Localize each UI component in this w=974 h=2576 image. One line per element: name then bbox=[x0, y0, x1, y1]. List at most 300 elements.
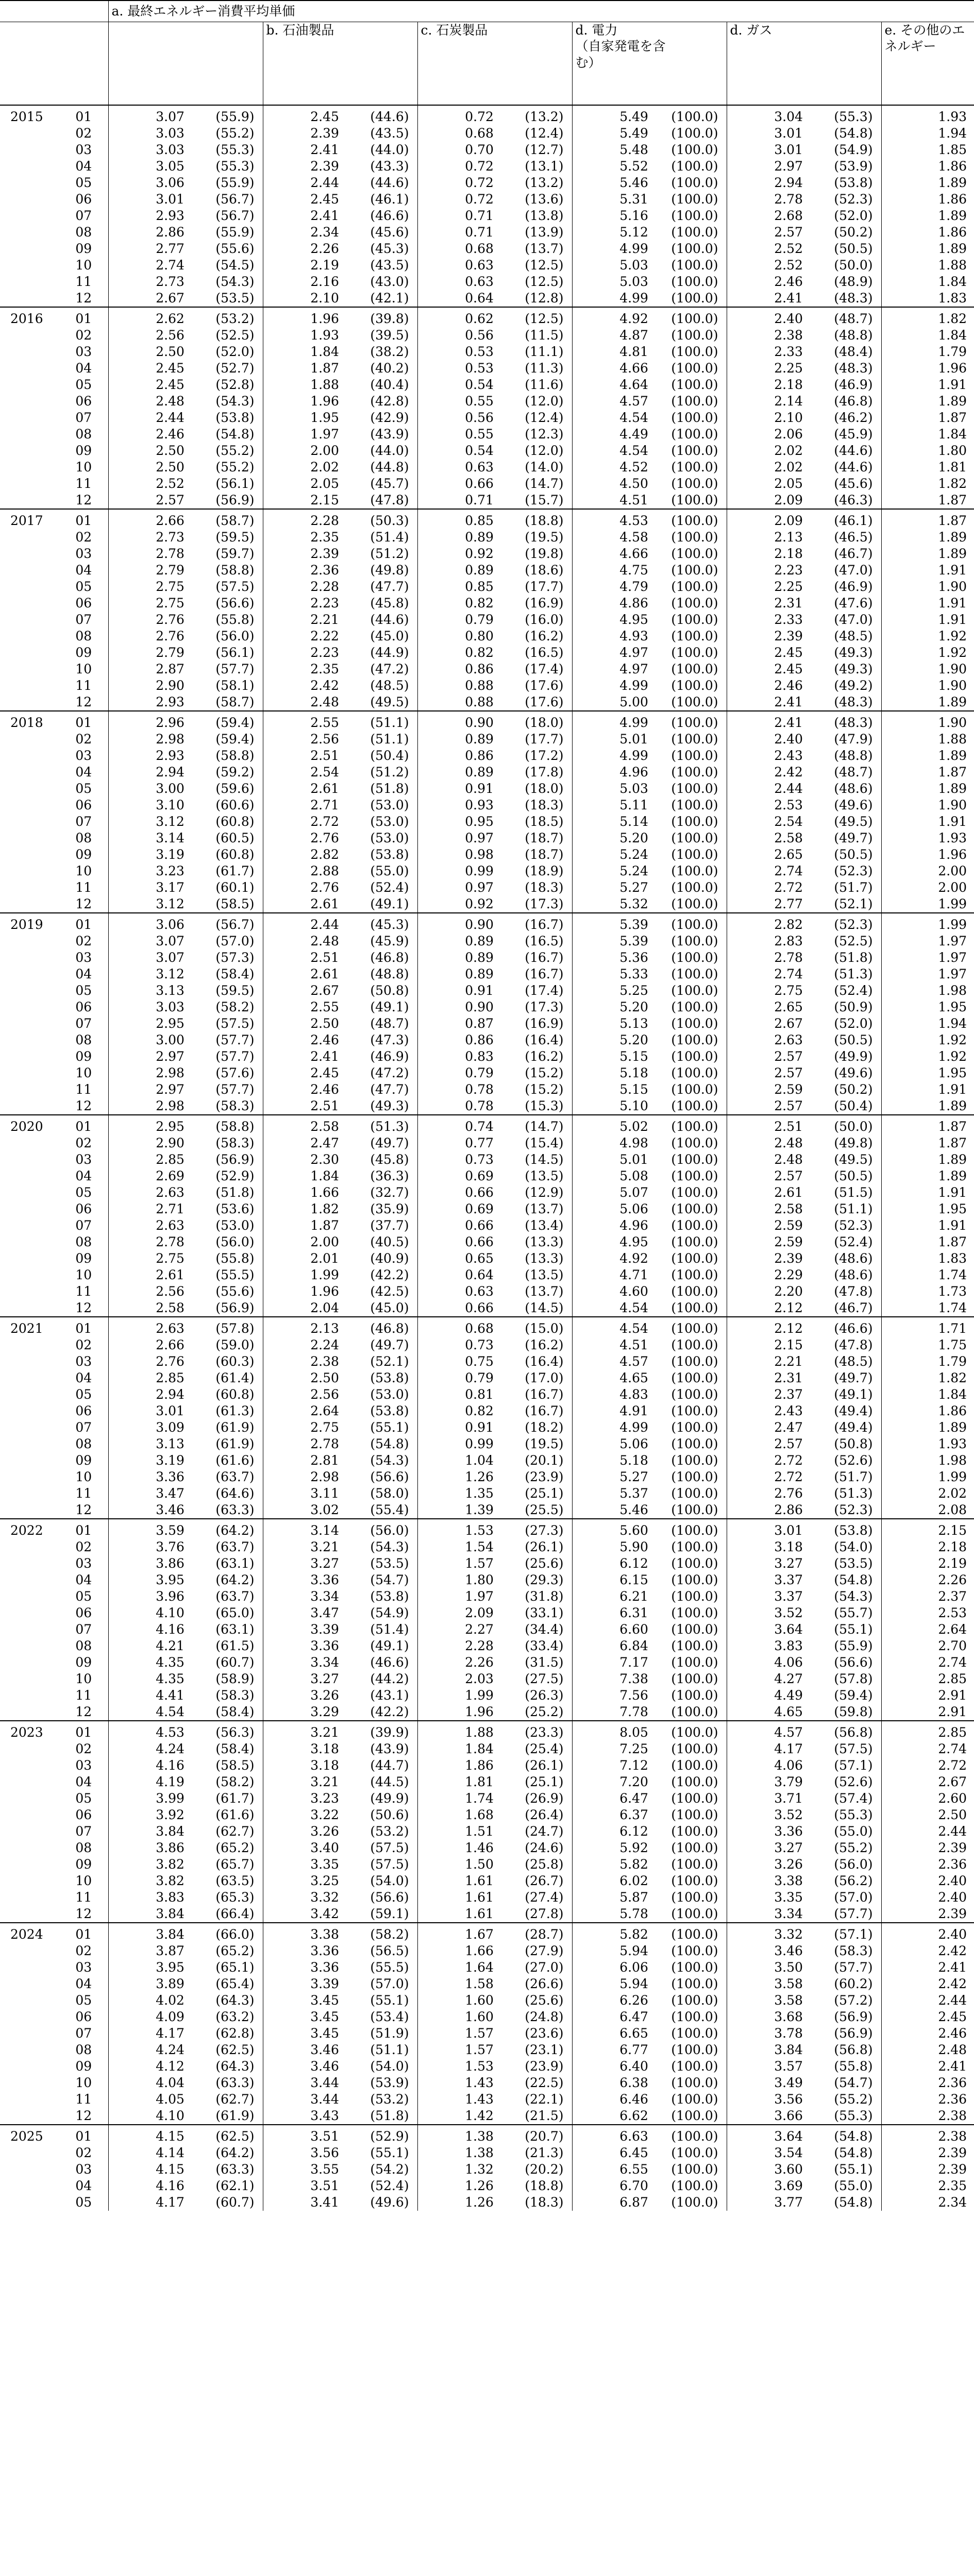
electricity-cell bbox=[572, 1201, 727, 1217]
month-cell: 03 bbox=[75, 950, 92, 965]
gas-cell bbox=[727, 509, 881, 529]
petroleum-value: 1.97 bbox=[310, 427, 339, 442]
electricity-cell bbox=[572, 1923, 727, 1943]
table-row bbox=[0, 896, 974, 913]
month-cell: 11 bbox=[75, 476, 92, 491]
gas-value: 3.64 bbox=[774, 2129, 803, 2144]
header-petroleum: b. 石油製品 bbox=[263, 22, 417, 106]
total-value: 3.82 bbox=[156, 1857, 184, 1872]
petroleum-value: 3.51 bbox=[310, 2129, 339, 2144]
electricity-value: 5.25 bbox=[619, 983, 648, 998]
electricity-cell bbox=[572, 1555, 727, 1572]
total-ratio: (63.7) bbox=[215, 1589, 255, 1604]
electricity-value: 4.99 bbox=[619, 715, 648, 730]
year-cell bbox=[0, 1337, 59, 1353]
year-cell bbox=[0, 344, 59, 360]
gas-cell bbox=[727, 694, 881, 711]
electricity-cell bbox=[572, 1572, 727, 1588]
total-cell bbox=[108, 896, 263, 913]
electricity-ratio: (100.0) bbox=[671, 1556, 718, 1571]
total-cell bbox=[108, 1519, 263, 1539]
coal-value: 1.74 bbox=[465, 1791, 494, 1806]
coal-ratio: (18.8) bbox=[525, 2178, 564, 2193]
electricity-value: 4.97 bbox=[619, 645, 648, 660]
gas-value: 3.27 bbox=[774, 1840, 803, 1855]
month-cell: 02 bbox=[75, 126, 92, 141]
coal-ratio: (12.5) bbox=[525, 258, 564, 273]
gas-value: 2.31 bbox=[774, 1370, 803, 1385]
year-cell bbox=[0, 797, 59, 814]
gas-value: 4.65 bbox=[774, 1704, 803, 1719]
petroleum-value: 1.96 bbox=[310, 394, 339, 409]
total-ratio: (57.3) bbox=[215, 950, 255, 965]
electricity-ratio: (100.0) bbox=[671, 896, 718, 911]
gas-cell bbox=[727, 377, 881, 393]
total-ratio: (55.8) bbox=[215, 1251, 255, 1266]
petroleum-ratio: (54.2) bbox=[370, 2162, 409, 2177]
petroleum-ratio: (53.2) bbox=[370, 2092, 409, 2107]
other-value: 1.90 bbox=[881, 661, 974, 677]
other-value: 1.94 bbox=[881, 1015, 974, 1032]
petroleum-value: 2.28 bbox=[310, 513, 339, 528]
coal-value: 0.85 bbox=[465, 513, 494, 528]
gas-value: 3.52 bbox=[774, 1605, 803, 1620]
petroleum-value: 2.41 bbox=[310, 142, 339, 157]
petroleum-ratio: (57.0) bbox=[370, 1976, 409, 1991]
gas-value: 3.18 bbox=[774, 1539, 803, 1554]
total-ratio: (61.9) bbox=[215, 2108, 255, 2123]
electricity-cell bbox=[572, 360, 727, 377]
table-row bbox=[0, 1151, 974, 1168]
other-value: 1.97 bbox=[881, 933, 974, 950]
coal-value: 0.79 bbox=[465, 612, 494, 627]
total-value: 4.24 bbox=[156, 1741, 184, 1756]
total-value: 4.16 bbox=[156, 2178, 184, 2193]
electricity-cell bbox=[572, 307, 727, 327]
table-row bbox=[0, 2042, 974, 2058]
petroleum-ratio: (51.3) bbox=[370, 1119, 409, 1134]
electricity-cell bbox=[572, 999, 727, 1015]
gas-value: 2.40 bbox=[774, 311, 803, 326]
electricity-cell bbox=[572, 257, 727, 274]
total-cell bbox=[108, 1048, 263, 1065]
total-ratio: (53.0) bbox=[215, 1218, 255, 1233]
coal-ratio: (25.8) bbox=[525, 1857, 564, 1872]
total-value: 3.19 bbox=[156, 847, 184, 862]
petroleum-value: 3.26 bbox=[310, 1688, 339, 1703]
year-cell bbox=[0, 2009, 59, 2025]
gas-cell bbox=[727, 1572, 881, 1588]
month-cell: 02 bbox=[75, 2145, 92, 2160]
total-ratio: (58.5) bbox=[215, 1758, 255, 1773]
gas-value: 3.79 bbox=[774, 1774, 803, 1789]
month-cell: 07 bbox=[75, 1622, 92, 1637]
other-value: 1.98 bbox=[881, 982, 974, 999]
gas-cell bbox=[727, 797, 881, 814]
petroleum-value: 2.61 bbox=[310, 967, 339, 981]
coal-ratio: (19.5) bbox=[525, 1436, 564, 1451]
coal-ratio: (23.6) bbox=[525, 2026, 564, 2041]
year-cell bbox=[0, 1840, 59, 1856]
electricity-ratio: (100.0) bbox=[671, 1218, 718, 1233]
electricity-ratio: (100.0) bbox=[671, 917, 718, 932]
total-cell bbox=[108, 1419, 263, 1436]
other-value: 1.96 bbox=[881, 846, 974, 863]
coal-value: 0.72 bbox=[465, 109, 494, 124]
month-cell: 10 bbox=[75, 460, 92, 474]
gas-value: 3.58 bbox=[774, 1976, 803, 1991]
table-row bbox=[0, 1403, 974, 1419]
year-cell bbox=[0, 1184, 59, 1201]
total-value: 2.98 bbox=[156, 1065, 184, 1080]
petroleum-value: 2.35 bbox=[310, 530, 339, 545]
gas-value: 2.65 bbox=[774, 847, 803, 862]
gas-value: 2.41 bbox=[774, 694, 803, 709]
electricity-value: 5.02 bbox=[619, 1119, 648, 1134]
gas-ratio: (49.6) bbox=[834, 798, 873, 812]
petroleum-value: 3.36 bbox=[310, 1943, 339, 1958]
petroleum-ratio: (42.5) bbox=[370, 1284, 409, 1299]
electricity-ratio: (100.0) bbox=[671, 967, 718, 981]
total-cell bbox=[108, 1217, 263, 1234]
total-cell bbox=[108, 1250, 263, 1267]
year-cell bbox=[0, 2042, 59, 2058]
coal-ratio: (17.0) bbox=[525, 1370, 564, 1385]
petroleum-value: 2.34 bbox=[310, 225, 339, 240]
other-value: 1.98 bbox=[881, 1452, 974, 1469]
total-ratio: (54.5) bbox=[215, 258, 255, 273]
petroleum-value: 2.88 bbox=[310, 863, 339, 878]
electricity-value: 4.99 bbox=[619, 291, 648, 306]
coal-cell bbox=[417, 2125, 572, 2145]
gas-ratio: (48.3) bbox=[834, 694, 873, 709]
electricity-ratio: (100.0) bbox=[671, 1284, 718, 1299]
petroleum-cell bbox=[263, 1502, 417, 1519]
other-value: 1.89 bbox=[881, 1419, 974, 1436]
coal-cell bbox=[417, 393, 572, 410]
electricity-value: 7.25 bbox=[619, 1741, 648, 1756]
other-value: 2.18 bbox=[881, 1539, 974, 1555]
petroleum-ratio: (46.6) bbox=[370, 208, 409, 223]
coal-ratio: (28.7) bbox=[525, 1927, 564, 1942]
gas-value: 2.59 bbox=[774, 1082, 803, 1097]
total-value: 2.87 bbox=[156, 662, 184, 676]
petroleum-ratio: (51.8) bbox=[370, 781, 409, 796]
petroleum-ratio: (44.6) bbox=[370, 175, 409, 190]
table-row bbox=[0, 175, 974, 191]
other-value: 1.94 bbox=[881, 125, 974, 142]
gas-value: 2.09 bbox=[774, 513, 803, 528]
gas-value: 2.78 bbox=[774, 950, 803, 965]
petroleum-cell bbox=[263, 731, 417, 748]
petroleum-ratio: (56.6) bbox=[370, 1890, 409, 1905]
gas-ratio: (57.7) bbox=[834, 1960, 873, 1975]
coal-cell bbox=[417, 224, 572, 241]
table-row bbox=[0, 1976, 974, 1992]
electricity-ratio: (100.0) bbox=[671, 175, 718, 190]
gas-ratio: (52.1) bbox=[834, 896, 873, 911]
coal-value: 1.64 bbox=[465, 1960, 494, 1975]
table-row bbox=[0, 344, 974, 360]
total-cell bbox=[108, 999, 263, 1015]
petroleum-cell bbox=[263, 1201, 417, 1217]
total-ratio: (63.5) bbox=[215, 1873, 255, 1888]
other-value: 2.00 bbox=[881, 879, 974, 896]
gas-ratio: (55.0) bbox=[834, 2178, 873, 2193]
month-cell: 02 bbox=[75, 732, 92, 747]
electricity-value: 5.27 bbox=[619, 1469, 648, 1484]
electricity-ratio: (100.0) bbox=[671, 732, 718, 747]
other-value: 2.39 bbox=[881, 2145, 974, 2161]
month-cell: 12 bbox=[75, 1098, 92, 1113]
petroleum-value: 2.23 bbox=[310, 596, 339, 611]
coal-ratio: (26.6) bbox=[525, 1976, 564, 1991]
total-ratio: (52.9) bbox=[215, 1168, 255, 1183]
gas-ratio: (48.8) bbox=[834, 748, 873, 763]
coal-ratio: (29.3) bbox=[525, 1572, 564, 1587]
gas-cell bbox=[727, 1807, 881, 1823]
month-cell: 01 bbox=[59, 1519, 108, 1539]
total-ratio: (61.9) bbox=[215, 1420, 255, 1435]
table-row bbox=[0, 443, 974, 459]
year-cell bbox=[0, 1638, 59, 1654]
coal-cell bbox=[417, 562, 572, 579]
petroleum-cell bbox=[263, 274, 417, 290]
total-cell bbox=[108, 1353, 263, 1370]
total-ratio: (54.3) bbox=[215, 394, 255, 409]
table-row bbox=[0, 1704, 974, 1721]
electricity-cell bbox=[572, 492, 727, 509]
total-cell bbox=[108, 933, 263, 950]
electricity-cell bbox=[572, 966, 727, 982]
coal-ratio: (22.1) bbox=[525, 2092, 564, 2107]
year-cell bbox=[0, 1774, 59, 1790]
year-cell bbox=[0, 1201, 59, 1217]
petroleum-ratio: (51.2) bbox=[370, 765, 409, 779]
year-cell: 2019 bbox=[0, 913, 59, 933]
gas-value: 2.18 bbox=[774, 546, 803, 561]
year-cell bbox=[0, 2025, 59, 2042]
coal-value: 0.65 bbox=[465, 1251, 494, 1266]
year-cell bbox=[0, 879, 59, 896]
gas-cell bbox=[727, 224, 881, 241]
electricity-cell bbox=[572, 764, 727, 781]
electricity-value: 5.07 bbox=[619, 1185, 648, 1200]
electricity-value: 4.66 bbox=[619, 361, 648, 376]
coal-value: 1.61 bbox=[465, 1890, 494, 1905]
gas-cell bbox=[727, 1234, 881, 1250]
electricity-cell bbox=[572, 896, 727, 913]
coal-value: 0.70 bbox=[465, 142, 494, 157]
gas-ratio: (52.4) bbox=[834, 1234, 873, 1249]
total-value: 2.56 bbox=[156, 1284, 184, 1299]
total-ratio: (65.7) bbox=[215, 1857, 255, 1872]
electricity-ratio: (100.0) bbox=[671, 1403, 718, 1418]
electricity-cell bbox=[572, 2091, 727, 2108]
electricity-cell bbox=[572, 1671, 727, 1687]
gas-value: 2.54 bbox=[774, 814, 803, 829]
petroleum-value: 2.36 bbox=[310, 563, 339, 578]
electricity-ratio: (100.0) bbox=[671, 847, 718, 862]
total-value: 3.59 bbox=[156, 1523, 184, 1538]
coal-ratio: (16.4) bbox=[525, 1032, 564, 1047]
coal-ratio: (18.2) bbox=[525, 1420, 564, 1435]
coal-cell bbox=[417, 344, 572, 360]
year-cell bbox=[0, 1943, 59, 1959]
year-cell bbox=[0, 1469, 59, 1485]
coal-value: 1.57 bbox=[465, 2042, 494, 2057]
other-value: 2.91 bbox=[881, 1687, 974, 1704]
coal-value: 0.79 bbox=[465, 1370, 494, 1385]
coal-cell bbox=[417, 1337, 572, 1353]
coal-cell bbox=[417, 290, 572, 307]
month-cell: 08 bbox=[75, 1840, 92, 1855]
electricity-value: 7.17 bbox=[619, 1655, 648, 1670]
gas-value: 4.06 bbox=[774, 1655, 803, 1670]
electricity-value: 4.86 bbox=[619, 596, 648, 611]
electricity-cell bbox=[572, 175, 727, 191]
electricity-cell bbox=[572, 1115, 727, 1135]
year-cell bbox=[0, 1807, 59, 1823]
gas-value: 3.01 bbox=[774, 1523, 803, 1538]
coal-cell bbox=[417, 1959, 572, 1976]
year-cell bbox=[0, 1976, 59, 1992]
total-value: 2.67 bbox=[156, 291, 184, 306]
coal-cell bbox=[417, 1943, 572, 1959]
coal-ratio: (11.5) bbox=[525, 328, 564, 343]
other-value: 2.08 bbox=[881, 1502, 974, 1519]
table-row bbox=[0, 1386, 974, 1403]
coal-cell bbox=[417, 1889, 572, 1906]
petroleum-ratio: (39.5) bbox=[370, 328, 409, 343]
petroleum-cell bbox=[263, 950, 417, 966]
electricity-value: 4.95 bbox=[619, 1234, 648, 1249]
year-cell bbox=[0, 1370, 59, 1386]
petroleum-value: 3.41 bbox=[310, 2195, 339, 2210]
month-cell: 08 bbox=[75, 1032, 92, 1047]
petroleum-value: 1.95 bbox=[310, 410, 339, 425]
gas-value: 2.53 bbox=[774, 798, 803, 812]
petroleum-value: 2.35 bbox=[310, 662, 339, 676]
electricity-cell bbox=[572, 1267, 727, 1283]
year-cell: 2024 bbox=[0, 1923, 59, 1943]
other-value: 1.92 bbox=[881, 1048, 974, 1065]
total-ratio: (57.6) bbox=[215, 1065, 255, 1080]
total-value: 4.17 bbox=[156, 2026, 184, 2041]
petroleum-value: 2.46 bbox=[310, 1082, 339, 1097]
gas-cell bbox=[727, 1115, 881, 1135]
year-cell bbox=[0, 1250, 59, 1267]
electricity-ratio: (100.0) bbox=[671, 1824, 718, 1839]
gas-ratio: (55.9) bbox=[834, 1638, 873, 1653]
petroleum-value: 3.44 bbox=[310, 2092, 339, 2107]
total-value: 2.86 bbox=[156, 225, 184, 240]
electricity-value: 4.54 bbox=[619, 410, 648, 425]
month-cell: 06 bbox=[75, 1201, 92, 1216]
coal-cell bbox=[417, 2042, 572, 2058]
total-ratio: (57.7) bbox=[215, 1049, 255, 1064]
total-cell bbox=[108, 1337, 263, 1353]
gas-cell bbox=[727, 1201, 881, 1217]
gas-ratio: (48.8) bbox=[834, 328, 873, 343]
month-cell: 12 bbox=[75, 1704, 92, 1719]
petroleum-ratio: (47.2) bbox=[370, 1065, 409, 1080]
coal-cell bbox=[417, 1184, 572, 1201]
other-value: 1.97 bbox=[881, 966, 974, 982]
electricity-value: 5.03 bbox=[619, 781, 648, 796]
electricity-cell bbox=[572, 1452, 727, 1469]
gas-ratio: (57.2) bbox=[834, 1993, 873, 2008]
other-value: 1.84 bbox=[881, 426, 974, 443]
electricity-cell bbox=[572, 1721, 727, 1741]
coal-cell bbox=[417, 1790, 572, 1807]
electricity-value: 5.10 bbox=[619, 1098, 648, 1113]
total-cell bbox=[108, 344, 263, 360]
month-cell: 01 bbox=[59, 1317, 108, 1337]
other-value: 2.85 bbox=[881, 1721, 974, 1741]
gas-ratio: (47.8) bbox=[834, 1284, 873, 1299]
petroleum-value: 3.43 bbox=[310, 2108, 339, 2123]
petroleum-value: 3.32 bbox=[310, 1890, 339, 1905]
electricity-cell bbox=[572, 191, 727, 208]
total-value: 3.46 bbox=[156, 1502, 184, 1517]
gas-value: 2.15 bbox=[774, 1337, 803, 1352]
total-ratio: (56.3) bbox=[215, 1725, 255, 1740]
total-ratio: (62.7) bbox=[215, 1824, 255, 1839]
coal-cell bbox=[417, 595, 572, 612]
gas-cell bbox=[727, 1370, 881, 1386]
petroleum-value: 2.26 bbox=[310, 241, 339, 256]
total-cell bbox=[108, 393, 263, 410]
coal-ratio: (17.7) bbox=[525, 579, 564, 594]
total-cell bbox=[108, 1469, 263, 1485]
year-cell bbox=[0, 1168, 59, 1184]
year-cell: 2020 bbox=[0, 1115, 59, 1135]
year-cell bbox=[0, 410, 59, 426]
coal-value: 0.95 bbox=[465, 814, 494, 829]
petroleum-value: 3.42 bbox=[310, 1906, 339, 1921]
gas-ratio: (57.7) bbox=[834, 1906, 873, 1921]
total-value: 2.85 bbox=[156, 1370, 184, 1385]
electricity-value: 5.13 bbox=[619, 1016, 648, 1031]
month-cell: 01 bbox=[59, 711, 108, 731]
electricity-ratio: (100.0) bbox=[671, 1605, 718, 1620]
coal-ratio: (24.8) bbox=[525, 2009, 564, 2024]
electricity-ratio: (100.0) bbox=[671, 274, 718, 289]
petroleum-cell bbox=[263, 1317, 417, 1337]
month-cell: 05 bbox=[75, 1387, 92, 1402]
gas-cell bbox=[727, 360, 881, 377]
electricity-cell bbox=[572, 410, 727, 426]
electricity-ratio: (100.0) bbox=[671, 291, 718, 306]
petroleum-cell bbox=[263, 1790, 417, 1807]
total-ratio: (64.6) bbox=[215, 1486, 255, 1501]
electricity-value: 6.60 bbox=[619, 1622, 648, 1637]
electricity-cell bbox=[572, 1774, 727, 1790]
petroleum-value: 2.48 bbox=[310, 694, 339, 709]
petroleum-cell bbox=[263, 694, 417, 711]
coal-value: 0.92 bbox=[465, 546, 494, 561]
total-ratio: (52.8) bbox=[215, 377, 255, 392]
other-value: 1.89 bbox=[881, 175, 974, 191]
total-cell bbox=[108, 1687, 263, 1704]
table-row bbox=[0, 546, 974, 562]
total-ratio: (55.9) bbox=[215, 109, 255, 124]
electricity-value: 5.08 bbox=[619, 1168, 648, 1183]
total-value: 2.96 bbox=[156, 715, 184, 730]
year-cell bbox=[0, 2091, 59, 2108]
other-value: 1.93 bbox=[881, 1436, 974, 1452]
